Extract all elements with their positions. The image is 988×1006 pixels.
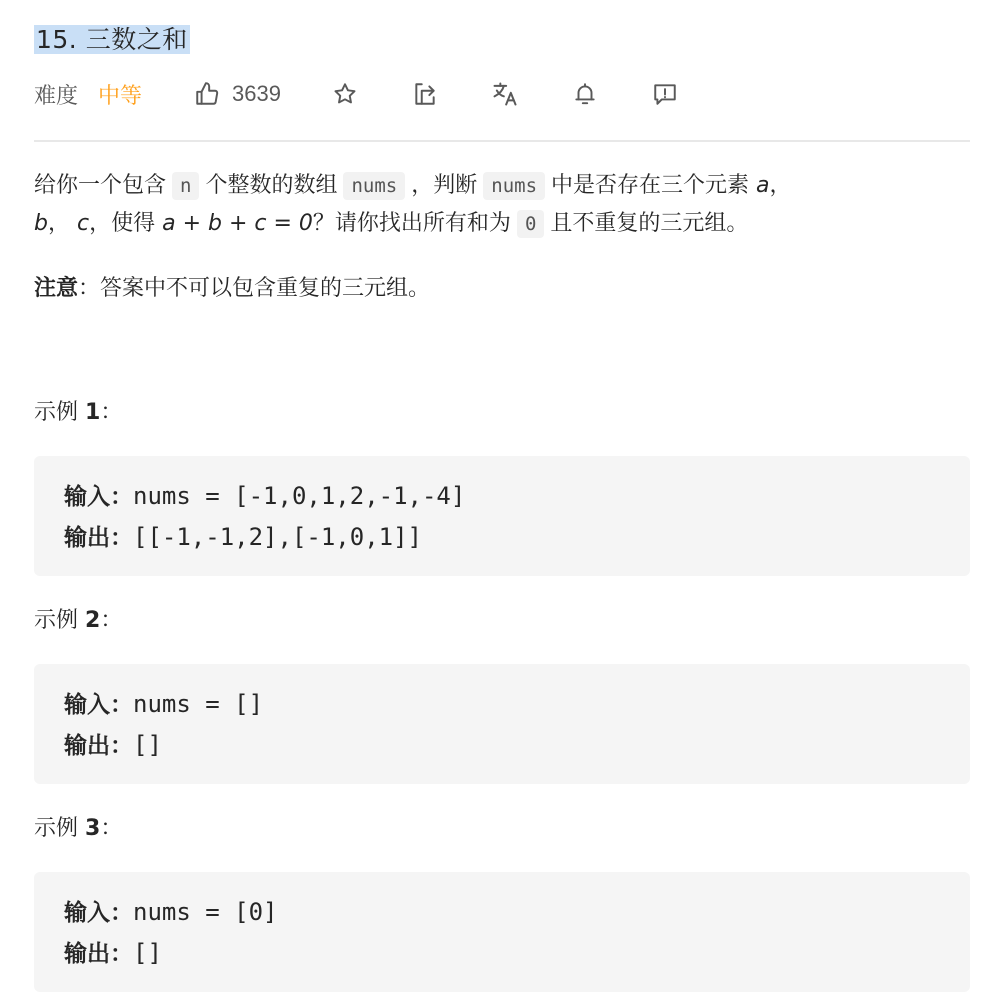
example-label: 示例 [34, 608, 79, 633]
output-label: 输出： [64, 733, 133, 759]
output-label: 输出： [64, 525, 133, 551]
example-1-box [34, 456, 970, 576]
subscribe-button[interactable] [571, 80, 599, 108]
output-label: 输出： [64, 941, 133, 967]
input-label: 输入： [64, 692, 133, 718]
note-label: 注意 [34, 276, 79, 301]
star-icon [332, 81, 358, 107]
desc-text: ？请你找出所有和为 [312, 211, 511, 236]
difficulty-value: 中等 [98, 83, 143, 109]
example-input-line [64, 476, 940, 517]
example-3-box [34, 872, 970, 992]
bell-icon [572, 81, 598, 107]
example-output-line [64, 517, 940, 558]
translate-button[interactable] [491, 80, 519, 108]
desc-text: 个整数的数组 [205, 173, 338, 198]
share-icon [412, 81, 438, 107]
input-value: nums = [] [133, 690, 264, 718]
note [34, 270, 430, 308]
feedback-button[interactable] [651, 80, 679, 108]
example-number: 2 [85, 608, 101, 633]
example-2-box [34, 664, 970, 784]
input-label: 输入： [64, 900, 133, 926]
equation: a + b + c = 0 [162, 211, 313, 236]
description-paragraph [34, 167, 944, 243]
example-colon: ： [100, 400, 123, 425]
example-colon: ： [100, 608, 123, 633]
problem-meta-bar [34, 74, 679, 114]
like-button[interactable] [194, 81, 281, 107]
example-label: 示例 [34, 400, 79, 425]
desc-text: 中是否存在三个元素 [551, 173, 750, 198]
desc-text: ， [47, 211, 70, 236]
example-3-title [34, 812, 122, 846]
output-value: [] [133, 731, 162, 759]
feedback-icon [652, 81, 678, 107]
example-input-line [64, 684, 940, 725]
share-button[interactable] [411, 80, 439, 108]
var-a: a [756, 173, 770, 198]
var-c: c [76, 211, 90, 236]
desc-text: ，判断 [411, 173, 478, 198]
favorite-button[interactable] [331, 80, 359, 108]
example-label: 示例 [34, 816, 79, 841]
output-value: [[-1,-1,2],[-1,0,1]] [133, 523, 422, 551]
code-n: n [172, 172, 199, 200]
input-value: nums = [0] [133, 898, 278, 926]
code-zero: 0 [517, 210, 544, 238]
desc-text: ，使得 [89, 211, 156, 236]
difficulty-label: 难度 [34, 83, 79, 109]
example-number: 1 [85, 400, 101, 425]
like-count: 3639 [232, 81, 281, 106]
translate-icon [491, 80, 519, 108]
example-output-line [64, 725, 940, 766]
example-input-line [64, 892, 940, 933]
code-nums: nums [483, 172, 545, 200]
example-output-line [64, 933, 940, 974]
problem-description [34, 167, 944, 243]
code-nums: nums [343, 172, 405, 200]
desc-text: 且不重复的三元组。 [550, 211, 749, 236]
thumbs-up-icon [194, 81, 220, 107]
input-label: 输入： [64, 484, 133, 510]
title-container [34, 22, 190, 58]
desc-text: ， [769, 173, 792, 198]
problem-title: 15. 三数之和 [36, 25, 188, 54]
example-2-title [34, 604, 122, 638]
header-divider [34, 140, 970, 142]
desc-text: 给你一个包含 [34, 173, 167, 198]
example-colon: ： [100, 816, 123, 841]
example-1-title [34, 396, 122, 430]
var-b: b [34, 211, 48, 236]
example-number: 3 [85, 816, 101, 841]
output-value: [] [133, 939, 162, 967]
input-value: nums = [-1,0,1,2,-1,-4] [133, 482, 466, 510]
note-text: ：答案中不可以包含重复的三元组。 [78, 276, 431, 301]
